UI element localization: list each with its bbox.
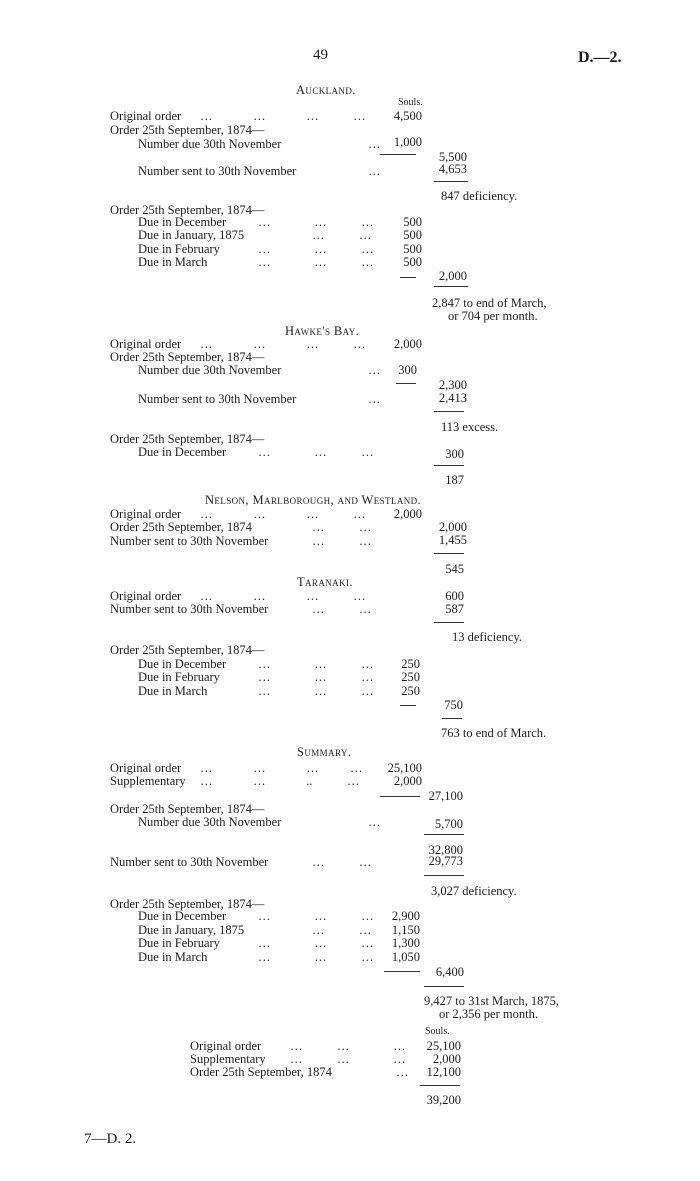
auckland-due-total: 2,000 <box>438 269 467 283</box>
taranaki-deficiency: 13 deficiency. <box>452 630 522 644</box>
summary-final-line2: or 2,356 per month. <box>439 1007 538 1021</box>
leader-dots: … … … <box>258 950 374 964</box>
nelson-order-label: Order 25th September, 1874 <box>110 520 252 534</box>
taranaki-due-value: 250 <box>401 657 420 671</box>
taranaki-final: 763 to end of March. <box>441 726 547 740</box>
auckland-due-label: Due in February <box>138 242 220 256</box>
leader-dots: … … … … <box>200 761 363 775</box>
summary-original-order-value: 25,100 <box>387 761 422 775</box>
auckland-total: 5,500 <box>438 150 467 164</box>
hawkes-bay-due-december-value: 300 <box>445 447 464 461</box>
summary-heading: Summary. <box>297 745 352 759</box>
taranaki-due-value: 250 <box>401 684 420 698</box>
nelson-sent-value: 1,455 <box>438 533 467 547</box>
summary-supplementary-value: 2,000 <box>393 774 422 788</box>
rule <box>424 834 464 835</box>
rule <box>400 705 416 706</box>
auckland-order2-label: Order 25th September, 1874— <box>110 203 265 217</box>
leader-dots: … … … … <box>200 337 366 351</box>
totals-row-label: Order 25th September, 1874 <box>190 1065 332 1079</box>
rule <box>434 465 464 466</box>
summary-final-line1: 9,427 to 31st March, 1875, <box>424 994 560 1008</box>
summary-subtotal: 27,100 <box>428 789 463 803</box>
summary-deficiency: 3,027 deficiency. <box>431 884 517 898</box>
leader-dots: … … … <box>258 936 374 950</box>
auckland-sent-value: 4,653 <box>438 162 467 176</box>
auckland-original-order-value: 4,500 <box>393 109 422 123</box>
auckland-souls-label: Souls. <box>398 97 423 108</box>
nelson-sent-label: Number sent to 30th November <box>110 534 269 548</box>
taranaki-due-label: Due in December <box>138 657 227 671</box>
totals-souls-label: Souls. <box>425 1026 450 1037</box>
hawkes-bay-result: 187 <box>445 473 464 487</box>
auckland-due-label: Due in March <box>138 255 208 269</box>
summary-due-value: 1,150 <box>391 923 420 937</box>
leader-dots: … … … <box>258 670 374 684</box>
rule <box>442 718 462 719</box>
rule <box>424 875 464 876</box>
totals-grand-total: 39,200 <box>426 1093 461 1107</box>
leader-dots: … … … <box>290 1039 406 1053</box>
summary-due-label: Due in January, 1875 <box>138 923 245 937</box>
hawkes-bay-number-due-label: Number due 30th November <box>138 363 282 377</box>
rule <box>396 383 416 384</box>
summary-supplementary-label: Supplementary <box>110 774 186 788</box>
summary-sent-value: 29,773 <box>428 854 463 868</box>
rule <box>434 286 468 287</box>
summary-due-total: 6,400 <box>435 965 464 979</box>
taranaki-heading: Taranaki. <box>297 575 353 589</box>
leader-dots: … … … <box>258 445 374 459</box>
hawkes-bay-original-order-value: 2,000 <box>393 337 422 351</box>
summary-due-label: Due in March <box>138 950 208 964</box>
auckland-due-value: 500 <box>403 242 422 256</box>
auckland-due-value: 500 <box>403 255 422 269</box>
document-reference: D.—2. <box>578 49 622 66</box>
taranaki-sent-label: Number sent to 30th November <box>110 602 269 616</box>
totals-row-value: 2,000 <box>432 1052 461 1066</box>
auckland-number-due-label: Number due 30th November <box>138 137 282 151</box>
leader-dots: … … <box>312 534 372 548</box>
taranaki-due-value: 250 <box>401 670 420 684</box>
leader-dots: … … … … <box>200 109 366 123</box>
totals-row-label: Original order <box>190 1039 262 1053</box>
hawkes-bay-heading: Hawke's Bay. <box>285 324 360 338</box>
signature-mark: 7—D. 2. <box>84 1131 137 1147</box>
leader-dots: … <box>368 164 381 178</box>
nelson-original-order-label: Original order <box>110 507 182 521</box>
auckland-due-label: Due in January, 1875 <box>138 228 245 242</box>
leader-dots: … … <box>312 520 372 534</box>
totals-row-value: 12,100 <box>426 1065 461 1079</box>
rule <box>420 1085 460 1086</box>
auckland-deficiency: 847 deficiency. <box>441 189 518 203</box>
summary-original-order-label: Original order <box>110 761 182 775</box>
rule <box>400 277 416 278</box>
summary-due-value: 1,050 <box>391 950 420 964</box>
rule <box>424 986 464 987</box>
nelson-order-value: 2,000 <box>438 520 467 534</box>
summary-number-due-value: 5,700 <box>434 817 463 831</box>
taranaki-due-total: 750 <box>444 698 463 712</box>
taranaki-original-order-label: Original order <box>110 589 182 603</box>
leader-dots: … … … <box>258 684 374 698</box>
hawkes-bay-order2-label: Order 25th September, 1874— <box>110 432 265 446</box>
nelson-original-order-value: 2,000 <box>393 507 422 521</box>
leader-dots: … <box>368 363 381 377</box>
hawkes-bay-sent-value: 2,413 <box>438 391 467 405</box>
summary-order-label: Order 25th September, 1874— <box>110 802 265 816</box>
auckland-final-line1: 2,847 to end of March, <box>432 296 547 310</box>
leader-dots: … … … <box>258 255 374 269</box>
nelson-result: 545 <box>445 562 464 576</box>
leader-dots: … … .. … <box>200 774 360 788</box>
summary-due-label: Due in December <box>138 909 227 923</box>
rule <box>380 796 420 797</box>
leader-dots: … <box>368 392 381 406</box>
leader-dots: … … … … <box>200 589 366 603</box>
auckland-number-due-value: 1,000 <box>393 135 422 149</box>
leader-dots: … … <box>312 228 372 242</box>
leader-dots: … … … … <box>200 507 366 521</box>
auckland-due-label: Due in December <box>138 215 227 229</box>
rule <box>434 553 464 554</box>
summary-order2-label: Order 25th September, 1874— <box>110 897 265 911</box>
hawkes-bay-sent-label: Number sent to 30th November <box>138 392 297 406</box>
summary-due-label: Due in February <box>138 936 220 950</box>
rule <box>434 622 464 623</box>
summary-sent-label: Number sent to 30th November <box>110 855 269 869</box>
leader-dots: … … <box>312 602 372 616</box>
hawkes-bay-due-december-label: Due in December <box>138 445 227 459</box>
hawkes-bay-original-order-label: Original order <box>110 337 182 351</box>
hawkes-bay-order-label: Order 25th September, 1874— <box>110 350 265 364</box>
rule <box>434 181 468 182</box>
leader-dots: … <box>368 137 381 151</box>
nelson-heading: Nelson, Marlborough, and Westland. <box>205 493 422 507</box>
leader-dots: … … … <box>290 1052 406 1066</box>
leader-dots: … … <box>312 923 372 937</box>
summary-total: 32,800 <box>428 843 463 857</box>
auckland-sent-label: Number sent to 30th November <box>138 164 297 178</box>
taranaki-original-order-value: 600 <box>445 589 464 603</box>
rule <box>434 411 464 412</box>
leader-dots: … … … <box>258 215 374 229</box>
leader-dots: … … … <box>258 242 374 256</box>
auckland-order-label: Order 25th September, 1874— <box>110 123 265 137</box>
totals-row-label: Supplementary <box>190 1052 266 1066</box>
auckland-final-line2: or 704 per month. <box>448 309 538 323</box>
taranaki-sent-value: 587 <box>445 602 464 616</box>
totals-row-value: 25,100 <box>426 1039 461 1053</box>
leader-dots: … <box>368 815 381 829</box>
summary-due-value: 1,300 <box>391 936 420 950</box>
summary-number-due-label: Number due 30th November <box>138 815 282 829</box>
leader-dots: … … <box>312 855 372 869</box>
hawkes-bay-total: 2,300 <box>438 378 467 392</box>
taranaki-order-label: Order 25th September, 1874— <box>110 643 265 657</box>
rule <box>380 154 416 155</box>
taranaki-due-label: Due in February <box>138 670 220 684</box>
leader-dots: … <box>396 1065 409 1079</box>
taranaki-due-label: Due in March <box>138 684 208 698</box>
summary-due-value: 2,900 <box>391 909 420 923</box>
auckland-original-order-label: Original order <box>110 109 182 123</box>
auckland-due-value: 500 <box>403 228 422 242</box>
leader-dots: … … … <box>258 909 374 923</box>
rule <box>384 971 420 972</box>
leader-dots: … … … <box>258 657 374 671</box>
auckland-heading: Auckland. <box>296 83 356 97</box>
page-number: 49 <box>313 47 328 63</box>
auckland-due-value: 500 <box>403 215 422 229</box>
hawkes-bay-number-due-value: 300 <box>398 363 417 377</box>
hawkes-bay-excess: 113 excess. <box>441 420 499 434</box>
